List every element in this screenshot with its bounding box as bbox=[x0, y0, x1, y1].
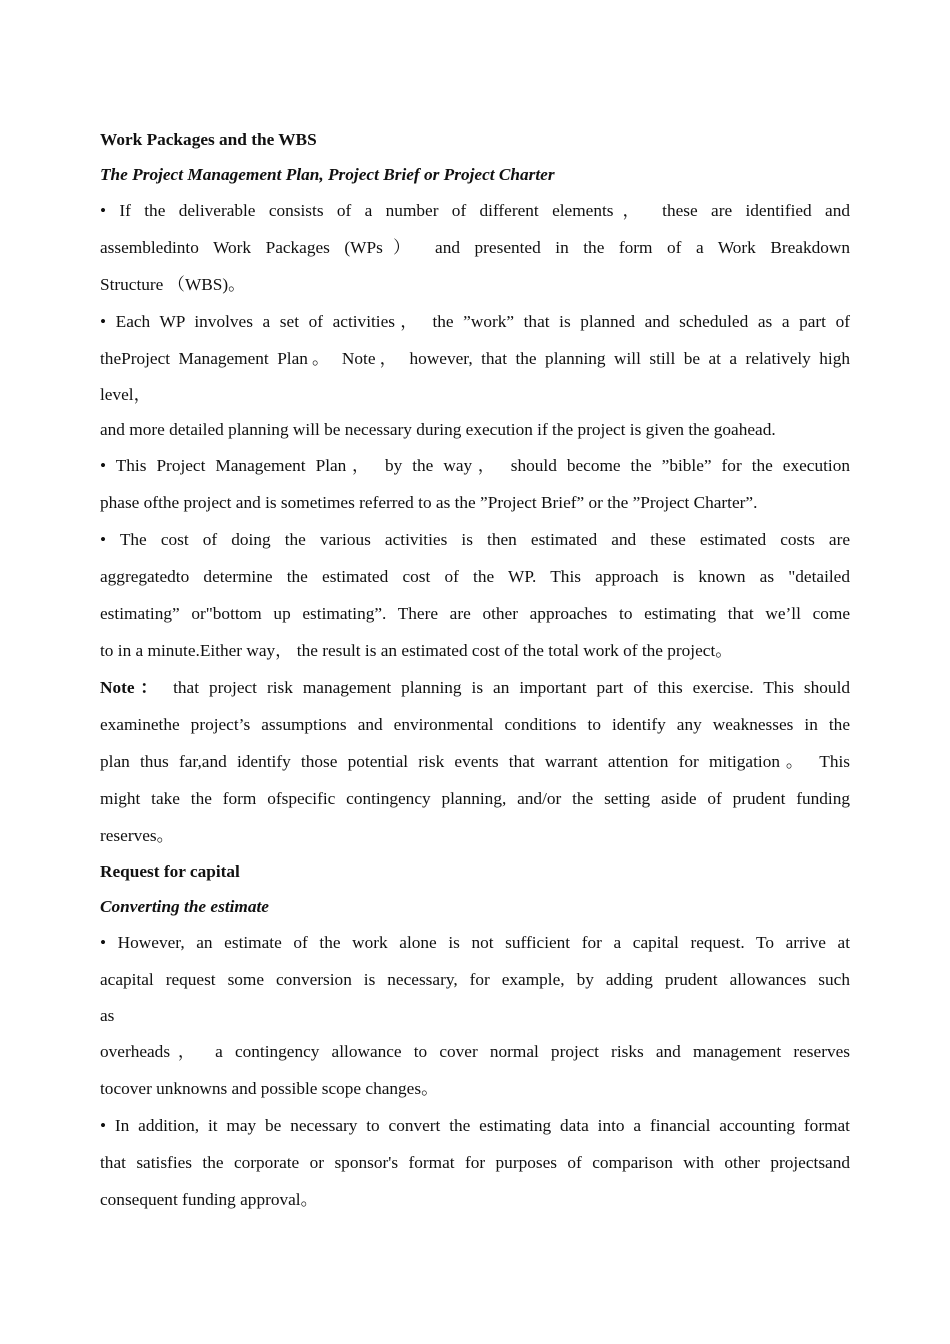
note-text: that project risk management planning is an important part of this exercise. This should bbox=[163, 678, 851, 697]
note-label: Note： bbox=[100, 678, 164, 697]
paragraph-line: that satisfies the corporate or sponsor's format for purposes of comparison with other projectsand bbox=[100, 1153, 850, 1172]
paragraph-line: • In addition, it may be necessary to convert the estimating data into a financial accounting format bbox=[100, 1116, 850, 1135]
paragraph-line: consequent funding approval。 bbox=[100, 1190, 318, 1209]
paragraph-line: estimating” or"bottom up estimating”. There are other approaches to estimating that we’ll come bbox=[100, 604, 850, 623]
paragraph-line: phase ofthe project and is sometimes referred to as the ”Project Brief” or the ”Project Charter”. bbox=[100, 493, 758, 512]
section-subheading-project-plan: The Project Management Plan, Project Brief or Project Charter bbox=[100, 165, 555, 184]
paragraph-line: examinethe project’s assumptions and environmental conditions to identify any weaknesses in the bbox=[100, 715, 850, 734]
paragraph-line: level， bbox=[100, 385, 151, 404]
document-page bbox=[100, 122, 850, 1218]
paragraph-line: theProject Management Plan。 Note， however, that the planning will still be at a relatively high bbox=[100, 349, 850, 368]
paragraph-line: plan thus far,and identify those potential risk events that warrant attention for mitigation。 This bbox=[100, 752, 850, 771]
paragraph-line: might take the form ofspecific contingency planning, and/or the setting aside of prudent funding bbox=[100, 789, 850, 808]
paragraph-line: reserves。 bbox=[100, 826, 174, 845]
paragraph-line: • Each WP involves a set of activities， the ”work” that is planned and scheduled as a part of bbox=[100, 312, 850, 331]
paragraph-line: acapital request some conversion is necessary, for example, by adding prudent allowances such bbox=[100, 970, 850, 989]
note-first-line bbox=[100, 669, 850, 706]
paragraph-line: tocover unknowns and possible scope changes。 bbox=[100, 1079, 439, 1098]
paragraph-line: • The cost of doing the various activities is then estimated and these estimated costs are bbox=[100, 530, 850, 549]
paragraph-line: • However, an estimate of the work alone is not sufficient for a capital request. To arrive at bbox=[100, 933, 850, 952]
paragraph-line: • This Project Management Plan， by the way， should become the ”bible” for the execution bbox=[100, 456, 850, 475]
paragraph-line: and more detailed planning will be necessary during execution if the project is given the goahead. bbox=[100, 420, 776, 439]
paragraph-line: • If the deliverable consists of a number of different elements， these are identified and bbox=[100, 201, 850, 220]
paragraph-line: Structure （WBS)。 bbox=[100, 275, 246, 294]
paragraph-line: overheads， a contingency allowance to cover normal project risks and management reserves bbox=[100, 1042, 850, 1061]
paragraph-line: to in a minute.Either way， the result is an estimated cost of the total work of the project。 bbox=[100, 641, 733, 660]
paragraph-line: assembledinto Work Packages (WPs） and presented in the form of a Work Breakdown bbox=[100, 238, 850, 257]
section-heading-work-packages: Work Packages and the WBS bbox=[100, 130, 317, 149]
paragraph-line: aggregatedto determine the estimated cost of the WP. This approach is known as "detailed bbox=[100, 567, 850, 586]
section-subheading-converting: Converting the estimate bbox=[100, 897, 269, 916]
section-heading-request-capital: Request for capital bbox=[100, 862, 240, 881]
paragraph-line: as bbox=[100, 1006, 115, 1025]
